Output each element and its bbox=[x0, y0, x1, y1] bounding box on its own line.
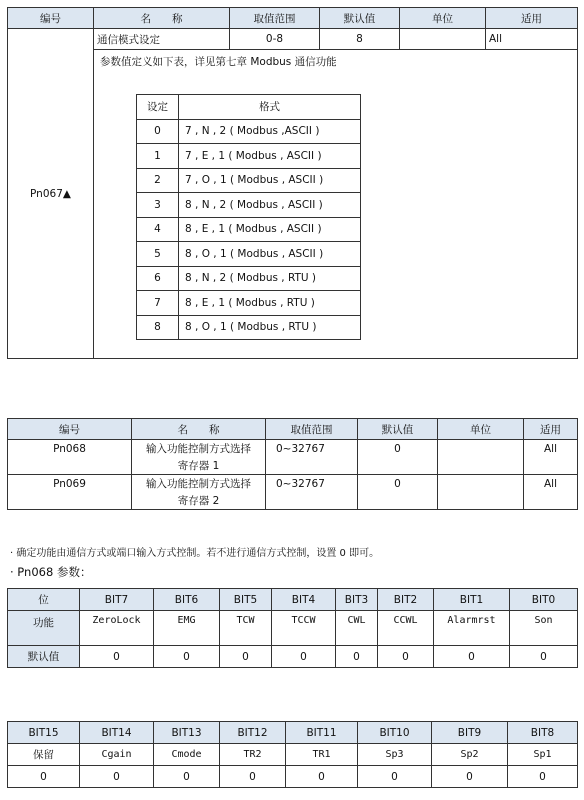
settings-header-format: 格式 bbox=[179, 95, 361, 120]
setting-format: 8 , N , 2 ( Modbus , RTU ) bbox=[179, 266, 361, 291]
bit-header: BIT11 bbox=[286, 722, 358, 744]
param-unit bbox=[400, 29, 486, 50]
bit-default: 0 bbox=[432, 766, 508, 788]
pn067-table bbox=[7, 7, 578, 359]
pn068-bits-high-table bbox=[7, 721, 578, 788]
bits-header-row bbox=[8, 722, 578, 744]
bits-function-row bbox=[8, 744, 578, 766]
setting-value: 5 bbox=[137, 242, 179, 267]
settings-row bbox=[137, 315, 361, 340]
row-label-default: 默认值 bbox=[8, 646, 80, 668]
param-name-line2: 寄存器 1 bbox=[132, 457, 266, 475]
bit-function: TCW bbox=[220, 611, 272, 646]
bit-function: Son bbox=[510, 611, 578, 646]
header-name: 名 称 bbox=[132, 419, 266, 440]
settings-row bbox=[137, 266, 361, 291]
bit-default: 0 bbox=[286, 766, 358, 788]
bit-header: BIT9 bbox=[432, 722, 508, 744]
bit-default: 0 bbox=[378, 646, 434, 668]
bit-default: 0 bbox=[80, 766, 154, 788]
bit-header: 位 bbox=[8, 589, 80, 611]
bit-function: Sp3 bbox=[358, 744, 432, 766]
bit-default: 0 bbox=[80, 646, 154, 668]
bit-header: BIT8 bbox=[508, 722, 578, 744]
param-name: 通信模式设定 bbox=[94, 29, 230, 50]
param-id: Pn067▲ bbox=[8, 29, 94, 359]
setting-value: 0 bbox=[137, 119, 179, 144]
settings-row bbox=[137, 242, 361, 267]
param-default: 0 bbox=[358, 475, 438, 510]
bit-default: 0 bbox=[272, 646, 336, 668]
bits-header-row bbox=[8, 589, 578, 611]
bit-header: BIT4 bbox=[272, 589, 336, 611]
bit-header: BIT6 bbox=[154, 589, 220, 611]
bit-function: EMG bbox=[154, 611, 220, 646]
settings-row bbox=[137, 144, 361, 169]
param-default: 0 bbox=[358, 440, 438, 475]
setting-value: 4 bbox=[137, 217, 179, 242]
header-default: 默认值 bbox=[358, 419, 438, 440]
setting-format: 8 , E , 1 ( Modbus , RTU ) bbox=[179, 291, 361, 316]
bits-default-row bbox=[8, 646, 578, 668]
setting-value: 6 bbox=[137, 266, 179, 291]
row-label-function: 功能 bbox=[8, 611, 80, 646]
setting-format: 7 , O , 1 ( Modbus , ASCII ) bbox=[179, 168, 361, 193]
bit-default: 0 bbox=[336, 646, 378, 668]
bit-header: BIT5 bbox=[220, 589, 272, 611]
bit-default: 0 bbox=[510, 646, 578, 668]
settings-header-row bbox=[137, 95, 361, 120]
bit-function: TR1 bbox=[286, 744, 358, 766]
table-row bbox=[8, 29, 578, 50]
param-name-line1: 输入功能控制方式选择 bbox=[132, 440, 266, 458]
settings-header-setting: 设定 bbox=[137, 95, 179, 120]
bit-function: Cmode bbox=[154, 744, 220, 766]
bit-header: BIT2 bbox=[378, 589, 434, 611]
header-unit: 单位 bbox=[438, 419, 524, 440]
bit-header: BIT14 bbox=[80, 722, 154, 744]
param-applies: All bbox=[486, 29, 578, 50]
pn068-bits-low-table bbox=[7, 588, 578, 668]
description-cell bbox=[94, 50, 578, 359]
header-default: 默认值 bbox=[320, 8, 400, 29]
param-id: Pn068 bbox=[8, 440, 132, 475]
header-id: 编号 bbox=[8, 8, 94, 29]
param-range: 0-8 bbox=[230, 29, 320, 50]
setting-format: 8 , O , 1 ( Modbus , RTU ) bbox=[179, 315, 361, 340]
settings-table bbox=[136, 94, 361, 340]
param-default: 8 bbox=[320, 29, 400, 50]
bit-function: TR2 bbox=[220, 744, 286, 766]
bit-default: 0 bbox=[220, 766, 286, 788]
param-range: 0~32767 bbox=[266, 475, 358, 510]
settings-row bbox=[137, 168, 361, 193]
description-text: 参数值定义如下表，详见第七章 Modbus 通信功能 bbox=[100, 56, 337, 68]
header-range: 取值范围 bbox=[230, 8, 320, 29]
settings-row bbox=[137, 119, 361, 144]
setting-format: 8 , E , 1 ( Modbus , ASCII ) bbox=[179, 217, 361, 242]
bits-default-row bbox=[8, 766, 578, 788]
bit-header: BIT15 bbox=[8, 722, 80, 744]
bit-header: BIT13 bbox=[154, 722, 220, 744]
table-header-row bbox=[8, 419, 578, 440]
bit-function: CCWL bbox=[378, 611, 434, 646]
param-range: 0~32767 bbox=[266, 440, 358, 475]
setting-value: 3 bbox=[137, 193, 179, 218]
header-unit: 单位 bbox=[400, 8, 486, 29]
description-row bbox=[8, 50, 578, 359]
bit-header: BIT0 bbox=[510, 589, 578, 611]
param-id: Pn069 bbox=[8, 475, 132, 510]
bit-function: ZeroLock bbox=[80, 611, 154, 646]
bit-header: BIT10 bbox=[358, 722, 432, 744]
setting-value: 1 bbox=[137, 144, 179, 169]
setting-format: 7 , N , 2 ( Modbus ,ASCII ) bbox=[179, 119, 361, 144]
bit-header: BIT7 bbox=[80, 589, 154, 611]
setting-format: 7 , E , 1 ( Modbus , ASCII ) bbox=[179, 144, 361, 169]
bit-default: 0 bbox=[220, 646, 272, 668]
header-applies: 适用 bbox=[524, 419, 578, 440]
table-row bbox=[8, 440, 578, 458]
bit-default: 0 bbox=[154, 766, 220, 788]
bit-function: 保留 bbox=[8, 744, 80, 766]
note-control-mode: · 确定功能由通信方式或端口输入方式控制。若不进行通信方式控制，设置 0 即可。 bbox=[10, 548, 380, 559]
param-name-line2: 寄存器 2 bbox=[132, 492, 266, 510]
table-header-row bbox=[8, 8, 578, 29]
header-range: 取值范围 bbox=[266, 419, 358, 440]
bit-function: Sp1 bbox=[508, 744, 578, 766]
note-pn068-params: · Pn068 参数： bbox=[10, 565, 92, 579]
bit-function: TCCW bbox=[272, 611, 336, 646]
setting-value: 7 bbox=[137, 291, 179, 316]
header-applies: 适用 bbox=[486, 8, 578, 29]
param-applies: All bbox=[524, 440, 578, 475]
param-name-line1: 输入功能控制方式选择 bbox=[132, 475, 266, 493]
bit-default: 0 bbox=[434, 646, 510, 668]
bit-header: BIT12 bbox=[220, 722, 286, 744]
bit-function: Sp2 bbox=[432, 744, 508, 766]
bit-default: 0 bbox=[508, 766, 578, 788]
table-row bbox=[8, 475, 578, 493]
bit-default: 0 bbox=[8, 766, 80, 788]
bit-function: Alarmrst bbox=[434, 611, 510, 646]
bit-default: 0 bbox=[154, 646, 220, 668]
param-unit bbox=[438, 475, 524, 510]
bit-function: CWL bbox=[336, 611, 378, 646]
setting-format: 8 , N , 2 ( Modbus , ASCII ) bbox=[179, 193, 361, 218]
bits-function-row bbox=[8, 611, 578, 646]
settings-row bbox=[137, 291, 361, 316]
param-applies: All bbox=[524, 475, 578, 510]
pn068-pn069-table bbox=[7, 418, 578, 510]
param-unit bbox=[438, 440, 524, 475]
setting-format: 8 , O , 1 ( Modbus , ASCII ) bbox=[179, 242, 361, 267]
header-name: 名 称 bbox=[94, 8, 230, 29]
bit-default: 0 bbox=[358, 766, 432, 788]
setting-value: 2 bbox=[137, 168, 179, 193]
header-id: 编号 bbox=[8, 419, 132, 440]
bit-function: Cgain bbox=[80, 744, 154, 766]
settings-row bbox=[137, 217, 361, 242]
settings-row bbox=[137, 193, 361, 218]
bit-header: BIT3 bbox=[336, 589, 378, 611]
setting-value: 8 bbox=[137, 315, 179, 340]
bit-header: BIT1 bbox=[434, 589, 510, 611]
